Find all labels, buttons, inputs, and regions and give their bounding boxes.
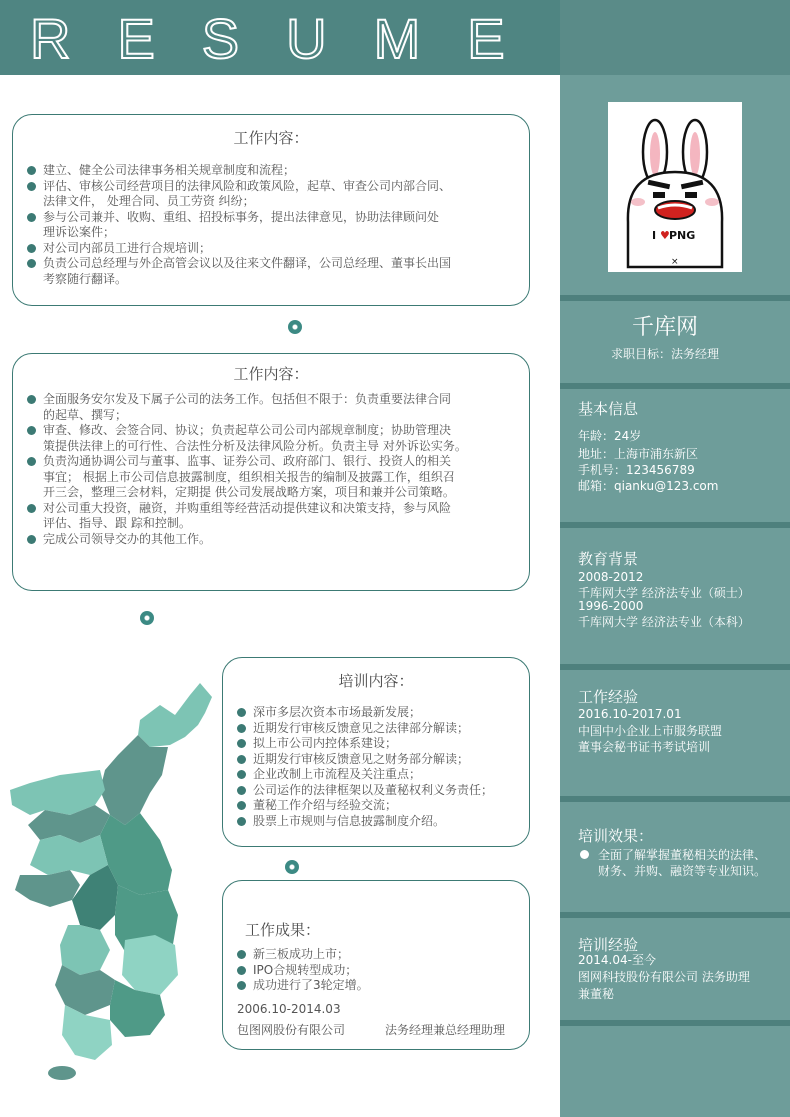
training-exp-line: 兼董秘 — [578, 987, 615, 1001]
box-title: 工作成果： — [245, 921, 321, 939]
job-target: 求职目标：法务经理 — [610, 347, 719, 361]
sidebar-divider — [560, 295, 790, 301]
list-item-line: 完成公司领导交办的其他工作。 — [43, 531, 212, 546]
bullet-dot-icon — [27, 259, 36, 268]
list-item — [237, 814, 527, 830]
box-title: 工作内容： — [233, 365, 309, 383]
bullet-dot-icon — [27, 213, 36, 222]
list-item-line: 事宜； 根据上市公司信息披露制度，组织相关报告的编制及披露工作，组织召 — [43, 469, 455, 484]
bunny-avatar-icon — [608, 102, 742, 272]
education-line: 千库网大学 经济法专业（硕士） — [578, 586, 750, 600]
box-title: 工作内容： — [233, 129, 309, 147]
training-exp-heading: 培训经验 — [578, 936, 639, 954]
training-effect-heading: 培训效果： — [578, 827, 654, 845]
bullet-dot-icon — [237, 755, 246, 764]
bullet-dot-icon — [27, 395, 36, 404]
bullet-dot-icon — [27, 535, 36, 544]
list-item — [27, 179, 517, 210]
work-content-box-2 — [12, 353, 530, 591]
bullet-dot-icon — [237, 950, 246, 959]
list-item-line: 评估、审核公司经营项目的法律风险和政策风险，起草、审查公司内部合同、 — [43, 178, 452, 193]
sidebar-divider — [560, 912, 790, 918]
svg-text:×: × — [671, 257, 679, 267]
bullet-dot-icon — [237, 739, 246, 748]
sidebar-top-block — [560, 0, 790, 75]
experience-heading: 工作经验 — [578, 688, 639, 706]
training-content-list — [237, 705, 527, 829]
bullet-dot-icon — [27, 244, 36, 253]
list-item-line: 负责公司总经理与外企高管会议以及往来文件翻译，公司总经理、董事长出国 — [43, 256, 452, 270]
list-item — [237, 736, 527, 752]
basic-info-heading: 基本信息 — [578, 400, 639, 418]
list-item-line: 股票上市规则与信息披露制度介绍。 — [253, 813, 446, 828]
list-item — [27, 163, 517, 179]
list-item-line: 评估、指导、跟 踪和控制。 — [43, 516, 191, 530]
experience-line: 2016.10-2017.01 — [578, 707, 682, 721]
list-item — [27, 256, 517, 287]
education-line: 2008-2012 — [578, 570, 644, 584]
bullet-dot-icon — [237, 966, 246, 975]
list-item — [237, 947, 527, 963]
list-item — [237, 752, 527, 768]
work-results-box — [222, 880, 530, 1050]
list-item — [237, 705, 527, 721]
list-item-line: 公司运作的法律框架以及董秘权利义务责任； — [253, 782, 494, 797]
bullet-dot-icon — [27, 426, 36, 435]
list-item-line: 开三会，整理三会材料，定期提 供公司发展战略方案，项目和兼并公司策略。 — [43, 485, 455, 499]
address-text: 地址：上海市浦东新区 — [578, 447, 699, 461]
list-item-line: 的起草、撰写； — [43, 407, 128, 422]
education-heading: 教育背景 — [578, 550, 639, 568]
results-period: 2006.10-2014.03 — [237, 1002, 341, 1016]
list-item-line: 近期发行审核反馈意见之法律部分解读； — [253, 720, 470, 735]
age-text: 年龄：24岁 — [578, 429, 642, 443]
bullet-dot-icon — [237, 801, 246, 810]
list-item — [237, 721, 527, 737]
sidebar-divider — [560, 1020, 790, 1026]
bullet-dot-icon — [237, 770, 246, 779]
sidebar-divider — [560, 522, 790, 528]
bullet-dot-icon — [237, 817, 246, 826]
training-content-box — [222, 657, 530, 847]
list-item — [237, 767, 527, 783]
work-content-list — [27, 392, 517, 547]
list-item-line: 深市多层次资本市场最新发展； — [253, 705, 422, 719]
header-banner — [0, 0, 560, 75]
korea-map-icon — [0, 675, 220, 1095]
list-item-line: 董秘工作介绍与经验交流； — [253, 798, 398, 812]
work-content-list — [27, 163, 517, 287]
svg-text:I: I — [652, 229, 657, 242]
bullet-dot — [580, 850, 589, 859]
list-item — [237, 963, 527, 979]
svg-text:PNG: PNG — [669, 229, 696, 242]
list-item-line: 负责沟通协调公司与董事、监事、证券公司、政府部门、银行、投资人的相关 — [43, 454, 452, 468]
work-content-box-1 — [12, 114, 530, 306]
results-company: 包图网股份有限公司 — [237, 1023, 346, 1037]
training-exp-line: 2014.04-至今 — [578, 953, 656, 967]
list-item-line: 理诉讼案件； — [43, 225, 116, 239]
bullet-dot-icon — [27, 457, 36, 466]
education-line: 1996-2000 — [578, 599, 644, 613]
experience-line: 董事会秘书证书考试培训 — [578, 740, 711, 754]
bullet-dot-icon — [237, 708, 246, 717]
resume-title: RESUME — [30, 7, 552, 70]
box-title: 培训内容： — [338, 672, 414, 690]
bullet-dot-icon — [237, 981, 246, 990]
list-item-line: 企业改制上市流程及关注重点； — [253, 767, 422, 781]
bullet-dot-icon — [27, 182, 36, 191]
list-item-line: 近期发行审核反馈意见之财务部分解读； — [253, 751, 470, 766]
sidebar-divider — [560, 383, 790, 389]
connector-dot-icon — [285, 860, 299, 874]
bullet-dot-icon — [27, 166, 36, 175]
candidate-name: 千库网 — [631, 315, 698, 340]
list-item-line: 拟上市公司内控体系建设； — [253, 736, 398, 750]
list-item — [237, 978, 527, 994]
bullet-dot-icon — [237, 786, 246, 795]
list-item-line: 法律文件， 处理合同、员工劳资 纠纷； — [43, 194, 255, 208]
training-effect-line: 财务、并购、融资等专业知识。 — [598, 864, 767, 878]
connector-dot-icon — [140, 611, 154, 625]
connector-dot-icon — [288, 320, 302, 334]
training-effect-line: 全面了解掌握董秘相关的法律、 — [598, 848, 767, 862]
list-item-line: 策提供法律上的可行性、合法性分析及法律风险分析。负责主导 对外诉讼实务。 — [43, 438, 467, 453]
education-line: 千库网大学 经济法专业（本科） — [578, 615, 750, 629]
list-item-line: 新三板成功上市； — [253, 947, 350, 961]
list-item — [27, 241, 517, 257]
email-text: 邮箱：qianku@123.com — [578, 479, 719, 493]
list-item — [27, 210, 517, 241]
list-item — [27, 454, 517, 501]
results-position: 法务经理兼总经理助理 — [385, 1023, 506, 1037]
list-item-line: 建立、健全公司法律事务相关规章制度和流程； — [43, 163, 296, 177]
list-item-line: 成功进行了3轮定增。 — [253, 978, 369, 992]
experience-line: 中国中小企业上市服务联盟 — [578, 724, 723, 738]
training-exp-line: 图网科技股份有限公司 法务助理 — [578, 970, 750, 984]
list-item — [237, 783, 527, 799]
list-item-line: 对公司内部员工进行合规培训； — [43, 240, 212, 255]
list-item — [27, 501, 517, 532]
bullet-dot-icon — [237, 724, 246, 733]
sidebar-divider — [560, 664, 790, 670]
list-item-line: 审查、修改、会签合同、协议；负责起草公司公司内部规章制度；协助管理决 — [43, 423, 452, 437]
list-item-line: 全面服务安尔发及下属子公司的法务工作。包括但不限于：负责重要法律合同 — [43, 392, 452, 406]
list-item-line: 参与公司兼并、收购、重组、招投标事务，提出法律意见，协助法律顾问处 — [43, 209, 440, 224]
list-item — [27, 392, 517, 423]
list-item-line: 考察随行翻译。 — [43, 271, 128, 286]
list-item — [237, 798, 527, 814]
sidebar-divider — [560, 796, 790, 802]
bullet-dot-icon — [27, 504, 36, 513]
list-item-line: IPO合规转型成功； — [253, 962, 358, 977]
sidebar — [560, 0, 790, 1117]
svg-text:♥: ♥ — [660, 229, 670, 242]
avatar — [608, 102, 742, 272]
phone-text: 手机号：123456789 — [578, 463, 695, 477]
list-item — [27, 423, 517, 454]
work-results-list — [237, 947, 527, 994]
list-item — [27, 532, 517, 548]
list-item-line: 对公司重大投资，融资，并购重组等经营活动提供建议和决策支持，参与风险 — [43, 500, 452, 515]
